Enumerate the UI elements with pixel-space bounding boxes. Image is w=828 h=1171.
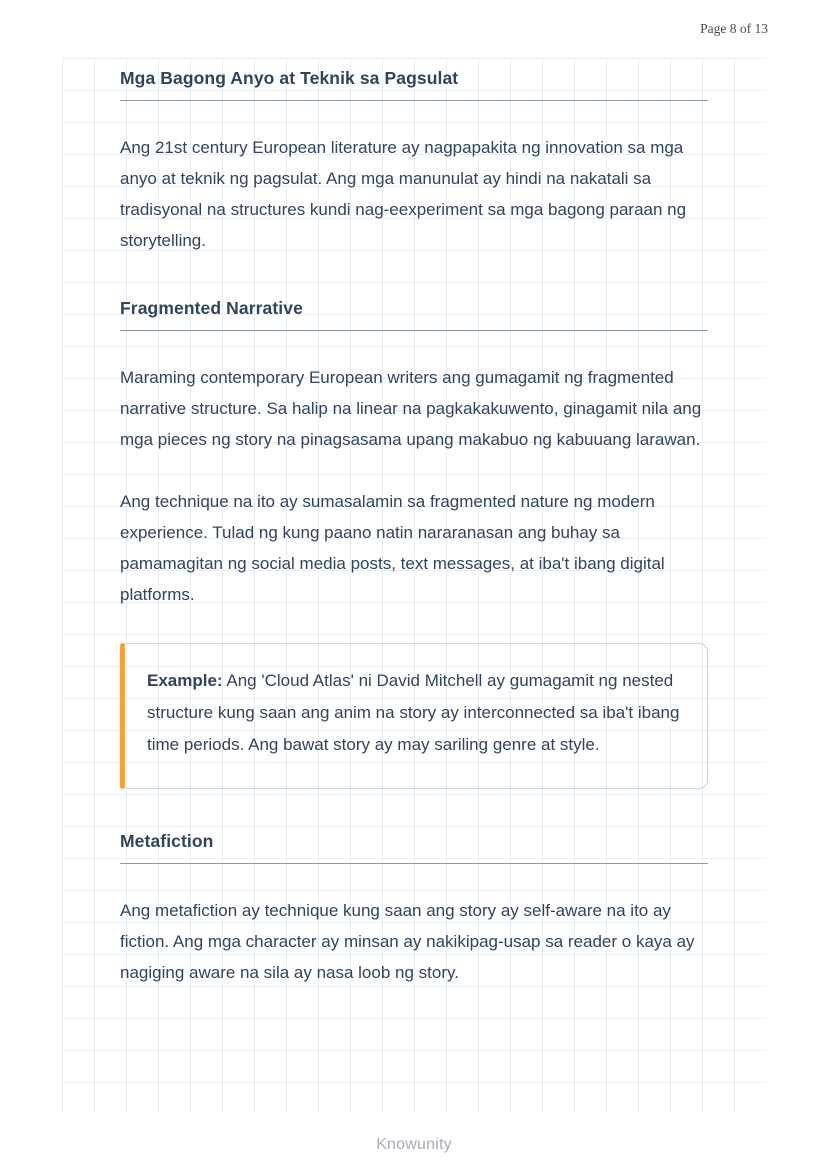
example-label: Example:: [147, 671, 223, 690]
example-callout: [120, 643, 708, 789]
paragraph: Ang metafiction ay technique kung saan ang story ay self-aware na ito ay fiction. Ang mga character ay minsan ay nakikipag-usap sa reader o kaya ay nagiging aware na sila ay nasa loob ng story.: [120, 901, 695, 982]
example-paragraph: [147, 665, 681, 761]
footer-brand: Knowunity: [376, 1136, 452, 1153]
example-accent-bar: [120, 643, 125, 789]
heading-divider: [120, 863, 708, 864]
page-indicator: Page 8 of 13: [700, 21, 768, 36]
section-metafiction: [120, 831, 708, 988]
section-fragmented-narrative: [120, 298, 708, 789]
paragraph: Ang technique na ito ay sumasalamin sa fragmented nature ng modern experience. Tulad ng kung paano natin nararanasan ang buhay sa pamamagitan ng social media posts, text messages, at iba't ibang digital platforms.: [120, 492, 665, 604]
section-heading: Fragmented Narrative: [120, 298, 303, 318]
notes-canvas: [62, 58, 766, 1112]
section-heading: Mga Bagong Anyo at Teknik sa Pagsulat: [120, 68, 459, 88]
paragraph: Maraming contemporary European writers ang gumagamit ng fragmented narrative structure. Sa halip na linear na pagkakakuwento, ginagamit nila ang mga pieces ng story na pinagsasama upang makabuo ng kabuuang larawan.: [120, 368, 702, 449]
section-new-forms: [120, 68, 708, 256]
paragraph: Ang 21st century European literature ay nagpapakita ng innovation sa mga anyo at teknik ng pagsulat. Ang mga manunulat ay hindi na nakatali sa tradisyonal na structures kundi nag-eexperiment sa mga bagong paraan ng storytelling.: [120, 138, 687, 250]
section-heading: Metafiction: [120, 831, 214, 851]
heading-divider: [120, 330, 708, 331]
heading-divider: [120, 100, 708, 101]
footer: [0, 1136, 828, 1154]
example-text: Ang 'Cloud Atlas' ni David Mitchell ay gumagamit ng nested structure kung saan ang anim na story ay interconnected sa iba't ibang time periods. Ang bawat story ay may sariling genre at style.: [147, 671, 680, 754]
